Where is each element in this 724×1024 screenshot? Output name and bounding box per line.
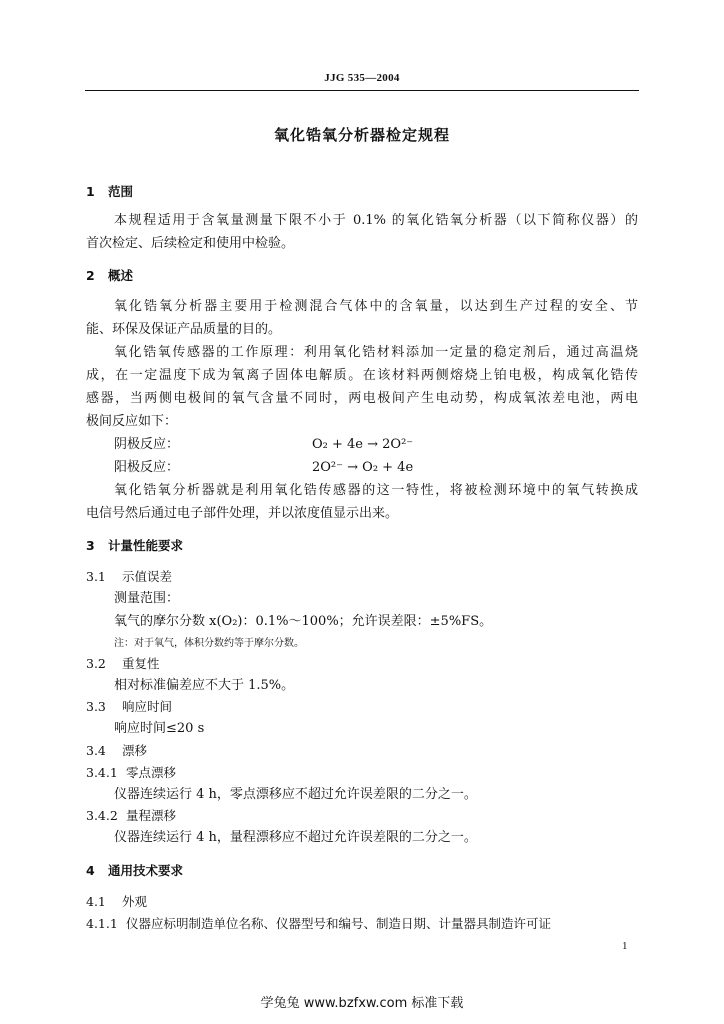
- subsection-3-2-heading: [86, 656, 160, 672]
- subsection-title: 零点漂移: [126, 765, 177, 780]
- section-number: 2: [86, 268, 95, 283]
- header-rule: [85, 90, 639, 91]
- anode-equation: 2O²⁻ → O₂ + 4e: [312, 460, 414, 475]
- s31-line-1: 测量范围：: [114, 591, 180, 606]
- s2-para1-line-2: 能、环保及保证产品质量的目的。: [86, 322, 282, 337]
- subsection-3-3-heading: [86, 699, 172, 715]
- section-3-heading: [86, 538, 183, 554]
- subsection-text: 仪器应标明制造单位名称、仪器型号和编号、制造日期、计量器具制造许可证: [126, 916, 552, 931]
- cathode-label: 阴极反应：: [114, 437, 180, 452]
- subsection-3-1-heading: [86, 569, 172, 585]
- subsection-title: 外观: [122, 894, 148, 909]
- s2-para2-line-1: 氧化锆氧传感器的工作原理：利用氧化锆材料添加一定量的稳定剂后，通过高温烧: [114, 345, 638, 360]
- section-title: 概述: [108, 268, 134, 283]
- s2-para3-line-1: 氧化锆氧分析器就是利用氧化锆传感器的这一特性，将被检测环境中的氧气转换成: [114, 483, 638, 498]
- s31-line-2: 氧气的摩尔分数 x(O₂)：0.1%～100%；允许误差限：±5%FS。: [114, 614, 493, 629]
- subsection-number: 4.1.1: [86, 916, 118, 931]
- page-number: 1: [622, 940, 628, 952]
- subsection-3-4-1-heading: [86, 765, 176, 781]
- s2-para2-line-3: 感器，当两侧电极间的氧气含量不同时，两电极间产生电动势，构成氧浓差电池，两电: [86, 391, 638, 406]
- subsection-title: 响应时间: [122, 699, 173, 714]
- section-number: 4: [86, 863, 95, 878]
- subsection-title: 量程漂移: [126, 808, 177, 823]
- section-2-heading: [86, 268, 133, 284]
- section-1-heading: [86, 184, 133, 200]
- subsection-number: 3.1: [86, 569, 106, 584]
- s2-para3-line-2: 电信号然后通过电子部件处理，并以浓度值显示出来。: [86, 506, 399, 521]
- subsection-number: 3.4.2: [86, 808, 118, 823]
- s1-para-line-2: 首次检定、后续检定和使用中检验。: [86, 236, 295, 251]
- s31-note: 注：对于氧气，体积分数约等于摩尔分数。: [114, 638, 304, 649]
- s2-para2-line-2: 成，在一定温度下成为氧离子固体电解质。在该材料两侧熔烧上铂电极，构成氧化锆传: [86, 368, 638, 383]
- section-title: 范围: [108, 184, 134, 199]
- s342-line-1: 仪器连续运行 4 h，量程漂移应不超过允许误差限的二分之一。: [114, 830, 477, 845]
- document-title: 氧化锆氧分析器检定规程: [273, 126, 450, 144]
- anode-label: 阳极反应：: [114, 460, 180, 475]
- s2-para2-line-4: 极间反应如下：: [86, 414, 178, 429]
- cathode-equation: O₂ + 4e → 2O²⁻: [312, 437, 414, 452]
- s2-para1-line-1: 氧化锆氧分析器主要用于检测混合气体中的含氧量，以达到生产过程的安全、节: [114, 299, 638, 314]
- section-number: 1: [86, 184, 95, 199]
- footer-watermark: 学兔兔 www.bzfxw.com 标准下载: [260, 996, 464, 1011]
- s32-line-1: 相对标准偏差应不大于 1.5%。: [114, 678, 295, 693]
- subsection-3-4-2-heading: [86, 808, 176, 824]
- s33-line-1: 响应时间≤20 s: [114, 721, 205, 736]
- subsection-3-4-heading: [86, 743, 147, 759]
- s1-para-line-1: 本规程适用于含氧量测量下限不小于 0.1% 的氧化锆氧分析器（以下简称仪器）的: [114, 213, 638, 228]
- subsection-title: 示值误差: [122, 569, 173, 584]
- subsection-title: 漂移: [122, 743, 148, 758]
- section-title: 计量性能要求: [108, 538, 184, 553]
- subsection-number: 3.4.1: [86, 765, 118, 780]
- subsection-number: 3.3: [86, 699, 106, 714]
- subsection-number: 3.2: [86, 656, 106, 671]
- s341-line-1: 仪器连续运行 4 h，零点漂移应不超过允许误差限的二分之一。: [114, 787, 477, 802]
- section-number: 3: [86, 538, 95, 553]
- subsection-4-1-heading: [86, 894, 147, 910]
- header-code: JJG 535—2004: [324, 72, 400, 84]
- subsection-title: 重复性: [122, 656, 160, 671]
- section-4-heading: [86, 863, 183, 879]
- subsection-number: 4.1: [86, 894, 106, 909]
- subsection-4-1-1-line: [86, 916, 551, 932]
- subsection-number: 3.4: [86, 743, 106, 758]
- section-title: 通用技术要求: [108, 863, 184, 878]
